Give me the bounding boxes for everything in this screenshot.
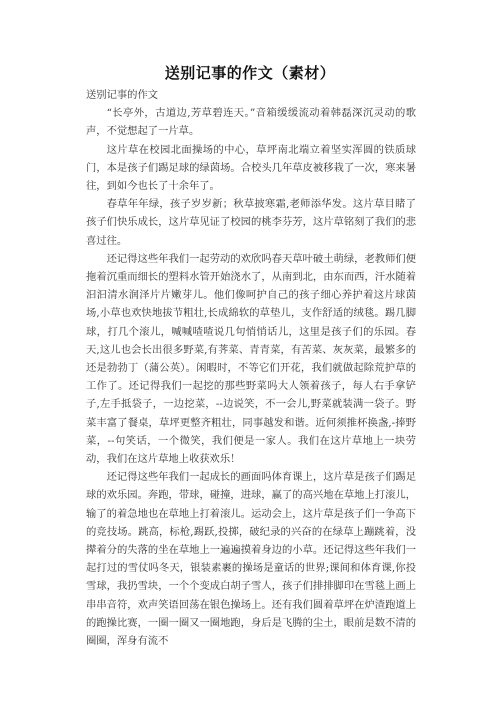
paragraph: 还记得这些年我们一起成长的画面吗体育课上，这片草是孩子们踢足球的欢乐园。奔跑，带球，碰撞，进球，赢了的高兴地在草地上打滚儿，输了的着急地也在草地上打着滚儿。运动会上，这片草是孩子们一争高下的竞技场。跳高，标枪,踢跃,投掷，破纪录的兴奋的在绿草上蹦跳着，没撵着分的失落的坐在草地上一遍遍摸着身边的小草。还记得这些年我们一起打过的雪仗吗冬天，银装素裹的操场是童话的世界;课间和体育课,你投雪球，我扔雪块，一个个变成白胡子雪人，孩子们排排脚印在雪毯上画上串串音符，欢声笑语回荡在银色操场上。还有我们圆着草坪在炉渣跑道上的跑操比赛，一圈一圈又一圈地跑，身后是飞腾的尘土，眼前是数不清的圈圈，浑身有流不	[86, 471, 416, 648]
document-body	[86, 86, 416, 650]
paragraph: 还记得这些年我们一起劳动的欢欣吗春天草叶破土萌绿，老教师们便拖着沉重而细长的塑料水管开始浇水了，从南到北，由东而西，汗水随着汩汩清水润泽片片嫩芽儿。他们像呵护自己的孩子细心养护着这片球茵场,小草也欢快地拔节粗壮,长成綿软的草垫儿，支作舒适的绒毯。踢几脚球，打几个滚儿，喊喊喳喳说几句悄悄话儿，这里是孩子们的乐园。春天,这儿也会长出很多野菜,有荠菜、青青菜，有苦菜、灰灰菜，最繁多的还是勃勃丁（蒲公英）。闲暇时，不等它们开花，我们就做起除荒护草的工作了。还记得我们一起挖的那些野菜吗大人领着孩子，每人右手拿铲子,左手抵袋子，一边挖菜，--边说笑，不一会儿,野菜就装满一袋子。野菜丰富了餐桌，草坪更整齐粗壮，同事越发和谐。近何须推杯换盏,-捧野菜，--句笑话，一个微笑，我们便是一家人。我们在这片草地上一块劳动，我们在这片草地上收获欢乐！	[86, 252, 416, 466]
paragraph: 这片草在校园北面操场的中心，草坪南北端立着坚实浑圆的铁质球门，本是孩子们踢足球的绿茵场。合校头几年草皮被移栽了一次，寒来暑往，到如今也长了十余年了。	[86, 143, 416, 193]
paragraph: 春草年年绿，孩子岁岁新；秋草披寒霜,老师添华发。这片草目睹了孩子们快乐成长，这片草见证了校园的桃李芬芳，这片草铭刻了我们的悲喜过往。	[86, 198, 416, 247]
document-title: 送别记事的作文（素材）	[164, 64, 336, 82]
paragraph: “长亭外，古道边,芳草碧连天。”音箱缓缓流动着韩磊深沉灵动的歌声，不觉想起了一片草。	[86, 107, 416, 138]
document-subtitle: 送别记事的作文	[86, 89, 159, 101]
